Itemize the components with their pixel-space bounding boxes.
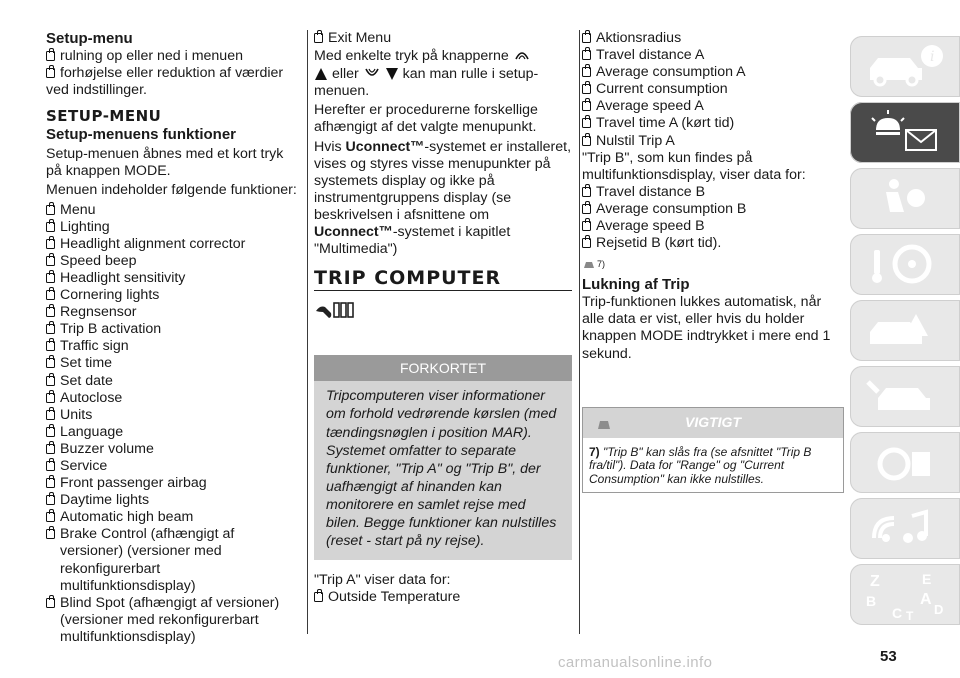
- index-letter: C: [892, 605, 903, 621]
- bullet-icon: [46, 68, 55, 78]
- index-letter: A: [920, 591, 932, 608]
- bullet-icon: [582, 221, 591, 231]
- list-item: Service: [46, 458, 298, 475]
- important-header: VIGTIGT: [583, 408, 843, 438]
- breakdown-car-icon: [864, 306, 948, 354]
- list-item: forhøjelse eller reduktion af værdier: [46, 65, 298, 82]
- list-item: Autoclose: [46, 390, 298, 407]
- tab-multimedia[interactable]: [850, 498, 960, 559]
- bullet-icon: [46, 410, 55, 420]
- technical-data-icon: [864, 438, 948, 486]
- paragraph: ved indstillinger.: [46, 82, 147, 99]
- tab-car-info[interactable]: [850, 36, 960, 97]
- bullet-icon: [46, 495, 55, 505]
- page-number: 53: [880, 648, 897, 665]
- column-3: [582, 30, 844, 493]
- list-item: Headlight alignment corrector: [46, 236, 298, 253]
- list-item: Brake Control (afhængigt af versioner) (versioner med rekonfigurerbart multifunktionsdisplay): [46, 526, 298, 594]
- list-item: Average speed A: [582, 98, 844, 115]
- section-title-lukning: Lukning af Trip: [582, 276, 690, 294]
- list-item: Set date: [46, 373, 298, 390]
- wrench-car-icon: [864, 372, 948, 420]
- tab-technical-data[interactable]: [850, 432, 960, 493]
- bullet-icon: [46, 307, 55, 317]
- paragraph: "Trip A" viser data for:: [314, 572, 451, 589]
- tab-maintenance[interactable]: [850, 366, 960, 427]
- bullet-icon: [46, 341, 55, 351]
- bullet-icon: [46, 478, 55, 488]
- column-2: [314, 30, 572, 606]
- bullet-icon: [46, 461, 55, 471]
- bullet-icon: [46, 358, 55, 368]
- list-item: Travel time A (kørt tid): [582, 115, 844, 132]
- list-item: Lighting: [46, 219, 298, 236]
- warning-reference: 7): [582, 256, 844, 272]
- arrow-down-icon: [385, 67, 399, 81]
- tab-index[interactable]: [850, 564, 960, 625]
- paragraph: "Trip B", som kun findes på multifunktionsdisplay, viser data for:: [582, 149, 806, 183]
- bullet-icon: [46, 324, 55, 334]
- bullet-icon: [46, 51, 55, 61]
- index-letter: E: [922, 571, 932, 587]
- bullet-icon: [582, 84, 591, 94]
- warning-car-icon: [595, 415, 613, 431]
- list-item: Travel distance B: [582, 184, 844, 201]
- bullet-icon: [46, 529, 55, 539]
- list-item: Aktionsradius: [582, 30, 844, 47]
- paragraph: Menuen indeholder følgende funktioner:: [46, 182, 297, 199]
- section-title-setup-menu: Setup-menu: [46, 30, 133, 47]
- important-text: 7) "Trip B" kan slås fra (se afsnittet "Trip B fra/til"). Data for "Range" og "Current Consumption" kan ikke nulstilles.: [589, 444, 812, 486]
- setup-menu-list: [46, 202, 298, 646]
- bullet-icon: [46, 444, 55, 454]
- warning-light-envelope-icon: [864, 108, 948, 156]
- bullet-icon: [46, 290, 55, 300]
- bullet-icon: [46, 256, 55, 266]
- forkortet-header: FORKORTET: [314, 355, 572, 381]
- section-heading-caps: SETUP-MENU: [46, 107, 162, 126]
- list-item: Regnsensor: [46, 304, 298, 321]
- bullet-icon: [582, 187, 591, 197]
- bullet-icon: [582, 50, 591, 60]
- tab-safety[interactable]: [850, 168, 960, 229]
- list-item: Automatic high beam: [46, 509, 298, 526]
- index-letter: Z: [870, 573, 880, 590]
- list-item: Units: [46, 407, 298, 424]
- list-item: Buzzer volume: [46, 441, 298, 458]
- bullet-icon: [46, 273, 55, 283]
- bullet-icon: [46, 222, 55, 232]
- column-divider-right: [579, 30, 580, 634]
- index-letters-icon: [864, 570, 948, 622]
- list-item: Front passenger airbag: [46, 475, 298, 492]
- bullet-icon: [582, 204, 591, 214]
- list-item: rulning op eller ned i menuen: [46, 48, 298, 65]
- list-item: Daytime lights: [46, 492, 298, 509]
- bullet-icon: [46, 376, 55, 386]
- index-letter: B: [866, 593, 877, 609]
- bullet-icon: [582, 136, 591, 146]
- list-item: Blind Spot (afhængigt af versioner) (versioner med rekonfigurerbart multifunktionsdisplay): [46, 595, 298, 646]
- bullet-icon: [46, 512, 55, 522]
- list-item: Outside Temperature: [314, 589, 572, 606]
- important-box: [582, 407, 844, 494]
- wrench-phone-icon: [314, 299, 572, 325]
- bullet-icon: [582, 238, 591, 248]
- bullet-icon: [46, 239, 55, 249]
- multimedia-icon: [864, 504, 948, 552]
- tab-emergency[interactable]: [850, 300, 960, 361]
- chapter-tabs: [850, 36, 960, 630]
- list-item: Trip B activation: [46, 321, 298, 338]
- list-item: Language: [46, 424, 298, 441]
- up-button-icon: [513, 47, 531, 63]
- list-item: Nulstil Trip A: [582, 133, 844, 150]
- list-item: Traffic sign: [46, 338, 298, 355]
- list-item: Average speed B: [582, 218, 844, 235]
- trip-computer-title: TRIP COMPUTER: [314, 270, 572, 291]
- subtitle-functions: Setup-menuens funktioner: [46, 126, 237, 144]
- paragraph-uconnect: Hvis Uconnect™-systemet er installeret, vises og styres visse menupunkter på systemets display og ikke på instrumentgruppens display (se beskrivelsen i afsnittene om Uconnect™-systemet i kapitlet "Multimedia"): [314, 138, 572, 258]
- tab-starting-driving[interactable]: [850, 234, 960, 295]
- list-item: Current consumption: [582, 81, 844, 98]
- paragraph: Herefter er procedurerne forskellige afhængigt af det valgte menupunkt.: [314, 102, 538, 136]
- bullet-icon: [582, 33, 591, 43]
- paragraph: Setup-menuen åbnes med et kort tryk på knappen MODE.: [46, 146, 284, 180]
- bullet-icon: [314, 592, 323, 602]
- paragraph-press-buttons: Med enkelte tryk på knapperne eller kan man rulle i setup-menuen.: [314, 48, 539, 100]
- list-item: Average consumption B: [582, 201, 844, 218]
- down-button-icon: [363, 65, 381, 81]
- bullet-icon: [46, 598, 55, 608]
- bullet-icon: [314, 33, 323, 43]
- trip-a-list: [582, 30, 844, 150]
- forkortet-text: Tripcomputeren viser informationer om forhold vedrørende kørslen (med tændingsnøglen i position MAR). Systemet omfatter to separate funktioner, "Trip A" og "Trip B", der uafhængigt af hinanden kan monitorere en samlet rejse med bilen. Begge funktioner kan nulstilles (reset - start på ny rejse).: [314, 381, 572, 560]
- index-letter: T: [906, 609, 914, 622]
- bullet-icon: [582, 101, 591, 111]
- bullet-icon: [582, 118, 591, 128]
- paragraph: Trip-funktionen lukkes automatisk, når alle data er vist, eller hvis du holder knappen MODE indtrykket i mere end 1 sekund.: [582, 294, 831, 362]
- list-item: Set time: [46, 355, 298, 372]
- bullet-icon: [582, 67, 591, 77]
- list-item: Speed beep: [46, 253, 298, 270]
- airbag-seat-icon: [864, 174, 948, 222]
- key-steering-wheel-icon: [864, 240, 948, 288]
- column-divider-left: [307, 30, 308, 634]
- warning-car-icon: [582, 258, 596, 270]
- svg-text:i: i: [930, 49, 935, 65]
- car-info-icon: [864, 42, 948, 90]
- list-item: Rejsetid B (kørt tid).: [582, 235, 844, 252]
- list-item: Menu: [46, 202, 298, 219]
- list-item: Average consumption A: [582, 64, 844, 81]
- watermark: carmanualsonline.info: [558, 654, 713, 671]
- list-item: Headlight sensitivity: [46, 270, 298, 287]
- index-letter: D: [934, 602, 944, 617]
- bullet-icon: [46, 427, 55, 437]
- bullet-icon: [46, 393, 55, 403]
- list-item: Cornering lights: [46, 287, 298, 304]
- trip-b-list: [582, 184, 844, 252]
- list-item: Exit Menu: [314, 30, 572, 47]
- column-1: [46, 30, 298, 646]
- bullet-icon: [46, 205, 55, 215]
- arrow-up-icon: [314, 67, 328, 81]
- tab-warning-lights[interactable]: [850, 102, 960, 163]
- list-item: Travel distance A: [582, 47, 844, 64]
